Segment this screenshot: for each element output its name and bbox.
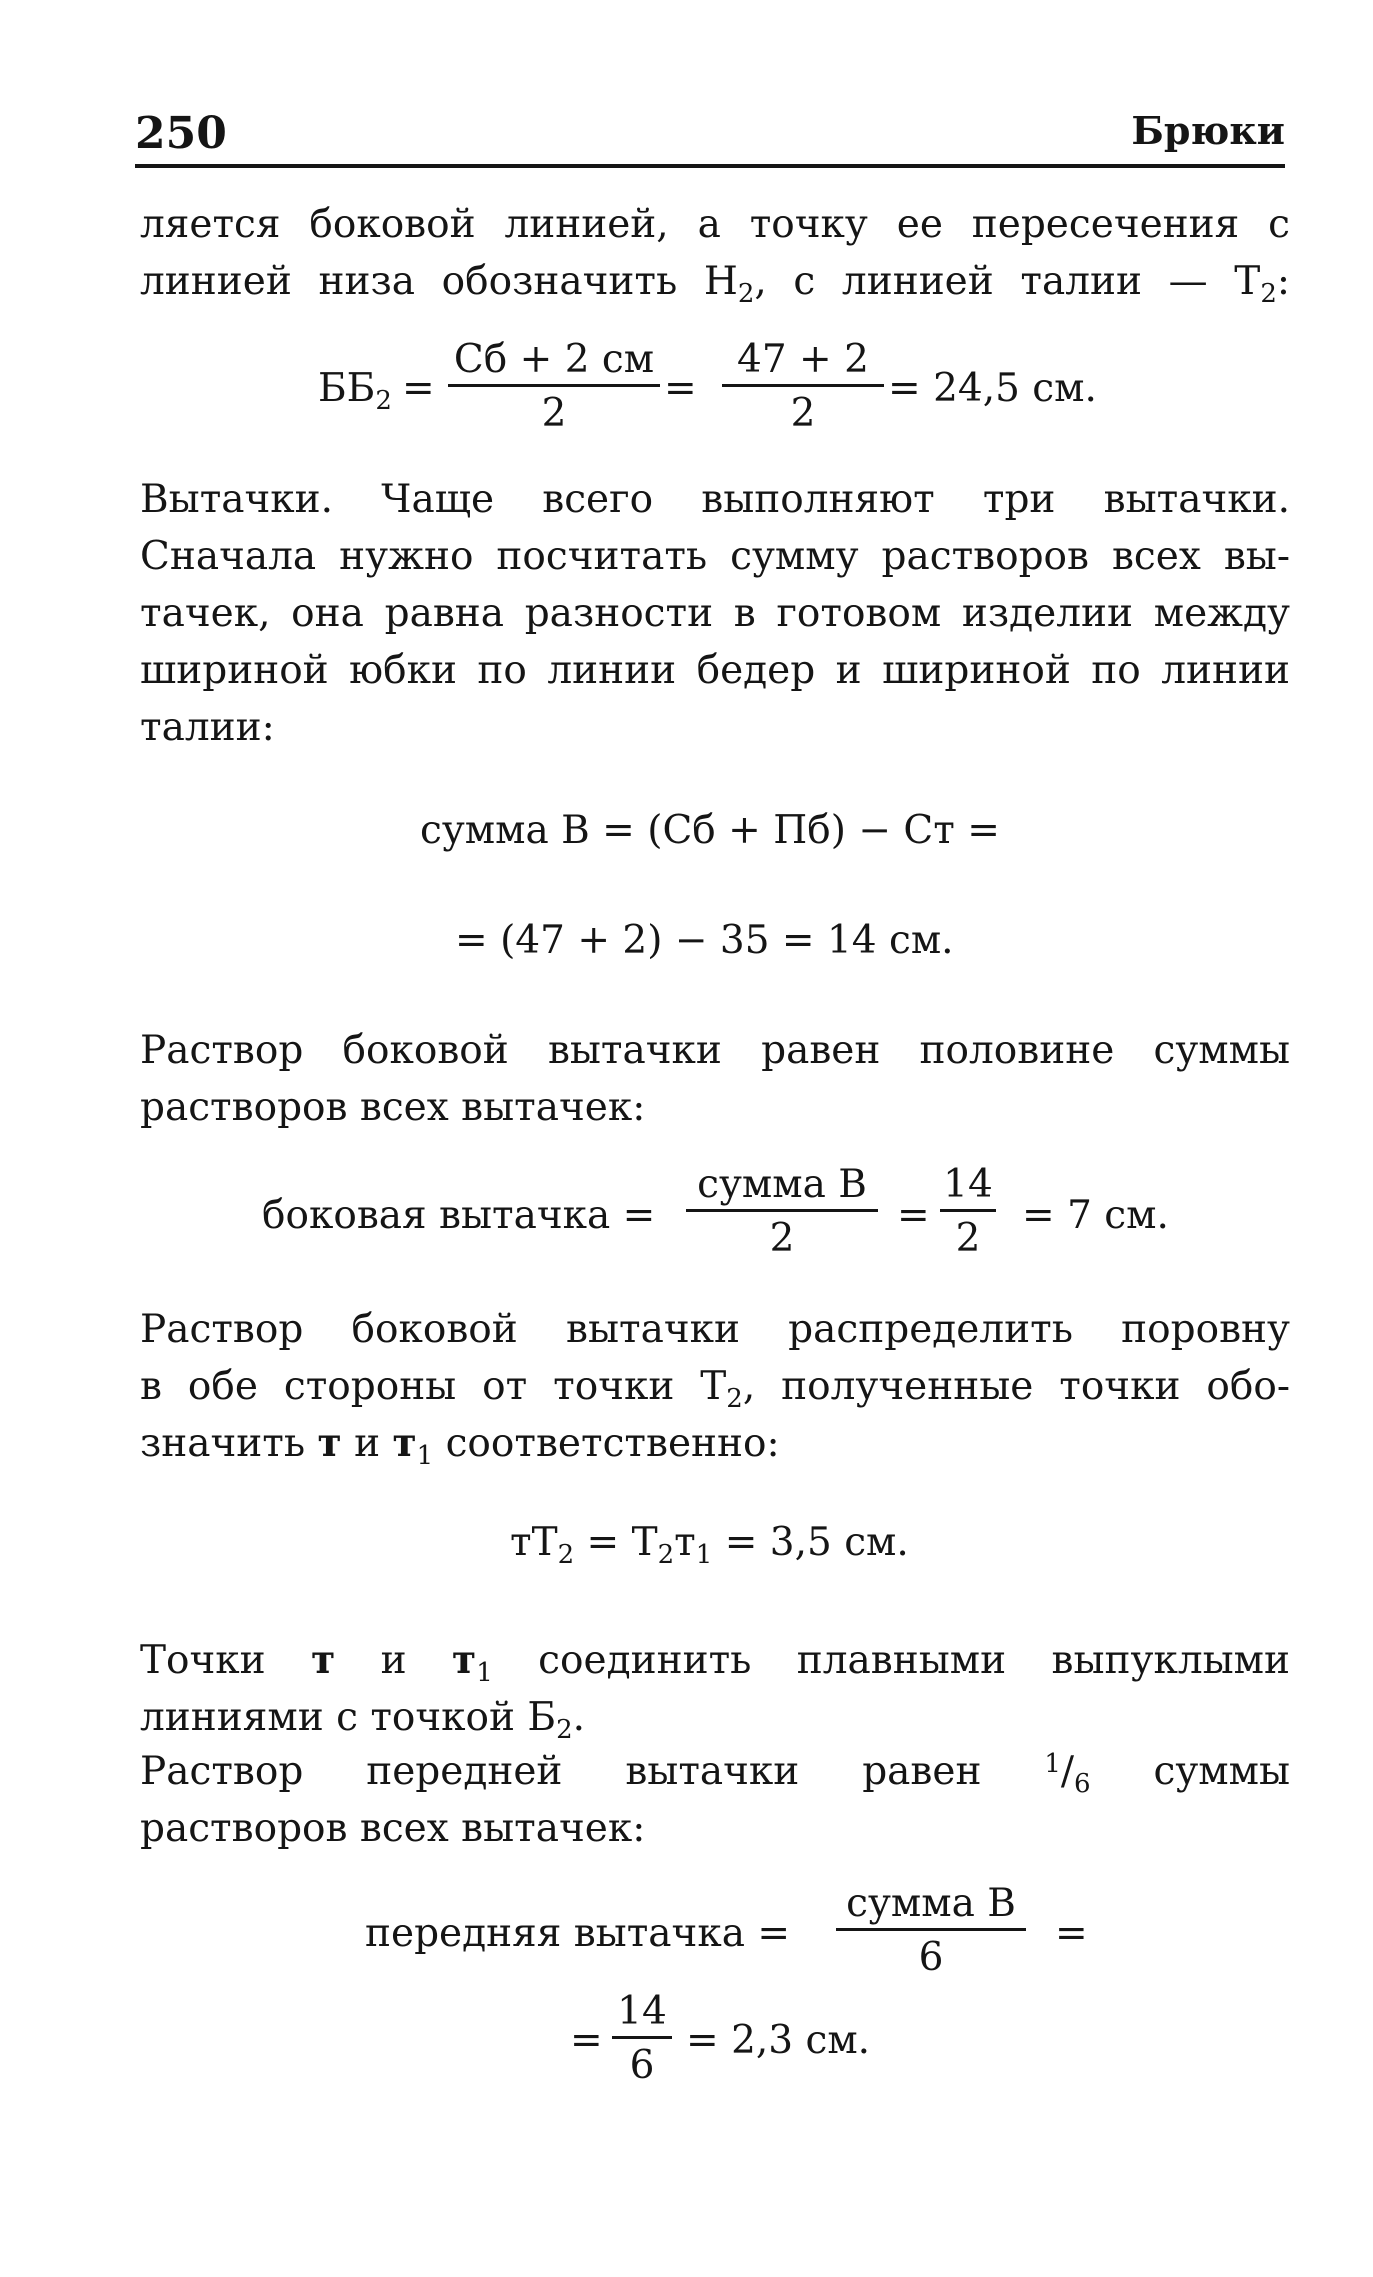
text-line: растворов всех вытачек: — [140, 1806, 646, 1851]
eq-lhs: боковая вытачка = — [262, 1193, 656, 1238]
text-line: шириной юбки по линии бедер и шириной по линии — [140, 648, 1290, 693]
eq-lhs: $ББ_2$ — [318, 366, 392, 416]
equation-tt2: $тТ_2 = Т_2т_1 = 3,5$ см. — [510, 1520, 909, 1570]
page-number: 250 — [135, 108, 227, 159]
eq-result: = 2,3 см. — [686, 2018, 871, 2063]
running-title: Брюки — [1131, 108, 1285, 153]
text-line: Раствор передней вытачки равен $^1/_6$ суммы — [140, 1749, 1290, 1799]
fraction-denominator: 6 — [918, 1935, 944, 1980]
header-rule — [135, 164, 1285, 168]
fraction-14-6 — [612, 1988, 672, 2093]
fraction-numerator: сумма В — [846, 1881, 1016, 1926]
eq-sign: = — [570, 2018, 603, 2063]
paragraph-connect — [140, 1632, 1290, 1746]
eq-sign: = — [1055, 1911, 1088, 1956]
fraction-14-2 — [940, 1161, 996, 1266]
eq-lhs: передняя вытачка = — [365, 1911, 791, 1956]
fraction-sum-b-6 — [836, 1880, 1026, 1985]
text-line: Раствор боковой вытачки распределить поровну — [140, 1307, 1290, 1352]
fraction-numerator: Сб + 2 см — [453, 337, 655, 382]
text-line: линией низа обозначить $Н_2$, с линией талии — $Т_2$: — [140, 259, 1290, 309]
fraction-numerator: 14 — [943, 1162, 993, 1207]
fraction-denominator: 2 — [541, 391, 567, 436]
paragraph-front-dart — [140, 1743, 1290, 1857]
fraction-47 — [722, 336, 884, 441]
fraction-denominator: 2 — [790, 391, 816, 436]
eq-sign: = — [664, 366, 697, 411]
text-line: линиями с точкой $Б_2$. — [140, 1695, 586, 1745]
paragraph-distribute — [140, 1301, 1290, 1472]
eq-result: = 7 см. — [1022, 1193, 1169, 1238]
fraction-numerator: сумма В — [697, 1162, 867, 1207]
text-line: Раствор боковой вытачки равен половине суммы — [140, 1028, 1290, 1073]
fraction-denominator: 2 — [955, 1216, 981, 1261]
fraction-denominator: 6 — [629, 2043, 655, 2088]
paragraph-side-line — [140, 196, 1290, 310]
fraction-sb — [448, 336, 660, 441]
text-line: Сначала нужно посчитать сумму растворов всех вы- — [140, 534, 1290, 579]
eq-sign: = — [402, 366, 435, 411]
eq-sign: = — [897, 1193, 930, 1238]
text-line: в обе стороны от точки $Т_2$, полученные точки обо- — [140, 1364, 1290, 1414]
text-line: тачек, она равна разности в готовом изделии между — [140, 591, 1290, 636]
equation-sum-line2: = (47 + 2) − 35 = 14 см. — [455, 918, 954, 963]
text-line: растворов всех вытачек: — [140, 1085, 646, 1130]
page-header — [135, 100, 1285, 168]
text-line: Точки т и $т_1$ соединить плавными выпуклыми — [140, 1637, 1290, 1688]
fraction-denominator: 2 — [769, 1216, 795, 1261]
eq-result: = 24,5 см. — [888, 366, 1097, 411]
fraction-sum-b — [686, 1161, 878, 1266]
paragraph-darts-intro — [140, 471, 1290, 756]
fraction-numerator: 14 — [617, 1989, 667, 2034]
text-line: Вытачки. Чаще всего выполняют три вытачки. — [140, 477, 1290, 522]
paragraph-side-dart — [140, 1022, 1290, 1136]
fraction-numerator: 47 + 2 — [737, 337, 869, 382]
text-line: талии: — [140, 705, 275, 750]
text-line: значить т и $т_1$ соответственно: — [140, 1420, 780, 1471]
equation-sum-line1: сумма В = (Сб + Пб) − Ст = — [420, 808, 1000, 853]
text-line: ляется боковой линией, а точку ее пересечения с — [140, 202, 1290, 247]
